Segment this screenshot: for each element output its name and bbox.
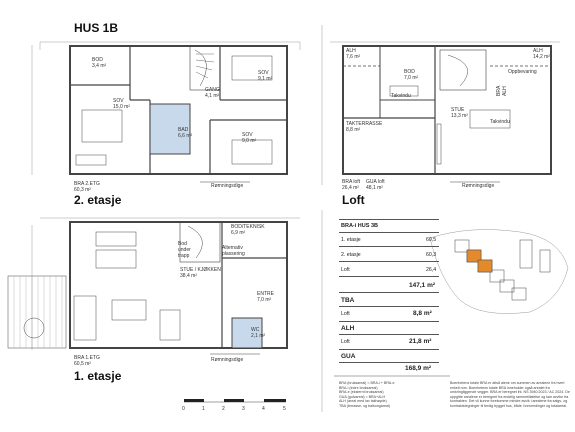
- highlighted-unit-b: [478, 260, 492, 272]
- room-area: 9,0 m²: [242, 138, 257, 144]
- room-label: BAD: [178, 127, 189, 133]
- bod-under-trapp-label: Bod: [178, 241, 187, 247]
- gua-loft-label: GUA loft: [366, 179, 385, 185]
- room-area: 15,0 m²: [113, 104, 130, 110]
- room-area: 7,0 m²: [404, 75, 419, 81]
- loft-plan: [322, 25, 560, 185]
- definitions-footnote: [339, 381, 447, 409]
- room-area: 13,3 m²: [451, 113, 468, 119]
- room-area: 7,0 m²: [257, 297, 272, 303]
- plan-title: 2. etasje: [74, 193, 122, 207]
- alh-value: 21,8 m²: [409, 338, 432, 345]
- room-area: 7,6 m²: [346, 54, 361, 60]
- area-value: 60,5 m²: [74, 361, 91, 367]
- area-value: 60,3 m²: [74, 187, 91, 193]
- table-row-value: 60,5: [426, 237, 437, 243]
- room-label: BOD/TEKNISK: [231, 224, 265, 230]
- room-label: STUE: [451, 107, 465, 113]
- room-area: 14,2 m²: [533, 54, 550, 60]
- room-area: 2,1 m²: [251, 333, 266, 339]
- room-label: ENTRE: [257, 291, 274, 297]
- scale-tick: 0: [182, 406, 185, 412]
- footnote-line: TBA (terrasse- og balkongareal): [339, 403, 390, 408]
- room-area: 6,6 m²: [178, 133, 193, 139]
- plan-title: 1. etasje: [74, 369, 122, 383]
- area-label: BRA 2.ETG: [74, 181, 100, 187]
- escape-label: Rømningsdige: [211, 357, 244, 363]
- table-row-value: 26,4: [426, 267, 437, 273]
- room-label: SOV: [242, 132, 253, 138]
- footnote-line: ALH (areal med lav takhøyde): [339, 399, 387, 404]
- footnote-line: BRA-i (indre bruksareal): [339, 385, 378, 390]
- scale-tick: 5: [283, 406, 286, 412]
- room-label: BOD: [92, 57, 103, 63]
- table-row-value: 60,3: [426, 252, 437, 258]
- area-disclaimer: Boenhetens totale BRA er altså alene om summen av arealene fra hvert enkelt rom. Boenhetens totale BRA inneholder også arealet fra omkringliggende vegger. BRA er beregnet iht. NS 3940:2023 / AC 2024. De oppgitte arealene er beregnet fra endelig rammetillatelse og kan avvike fra kontrakten. Det vil kunne forekomme mindre avvik i arealene fra salgs- og kontraktstegninger til ferdig bygget hus, både i innvendinger og totalareal.: [450, 381, 570, 408]
- room-label: STUE / KJØKKEN: [180, 267, 221, 273]
- room-area: 8,8 m²: [346, 127, 361, 133]
- footnote-line: GUA (gulvareal) = BRA+ALH: [339, 394, 386, 399]
- escape-label: Rømningsdige: [462, 183, 495, 189]
- room-area: 9,1 m²: [258, 76, 273, 82]
- table-row-label: 1. etasje: [341, 237, 361, 243]
- storage-label: Oppbevaring: [508, 69, 537, 75]
- alternative-placement-label: Alternativ: [222, 245, 243, 251]
- scale-tick: 4: [262, 406, 265, 412]
- room-area: 38,4 m²: [180, 273, 197, 279]
- room-label: BOD: [404, 69, 415, 75]
- scale-tick: 1: [202, 406, 205, 412]
- takvindu-label: Takvindu: [490, 119, 510, 125]
- room-area: 3,4 m²: [92, 63, 107, 69]
- bod-under-trapp-label: under: [178, 247, 191, 253]
- area-label: BRA 1.ETG: [74, 355, 100, 361]
- footnote-line: BRA (bruksareal) = BRA-i + BRA-e: [339, 381, 395, 385]
- table-header: BRA-i HUS 3B: [341, 223, 378, 229]
- site-map: [430, 230, 568, 314]
- escape-label: Rømningsdige: [211, 183, 244, 189]
- gua-value: 168,9 m²: [405, 365, 432, 372]
- alh-header: ALH: [341, 325, 355, 332]
- room-label: GANG: [205, 87, 220, 93]
- bra-alh-label: ALH: [502, 86, 508, 96]
- house-title: HUS 1B: [74, 21, 119, 35]
- table-total: 147,1 m²: [409, 282, 436, 289]
- table-row-label: Loft: [341, 267, 350, 273]
- tba-header: TBA: [341, 297, 355, 304]
- bra-loft-value: 26,4 m²: [342, 185, 359, 191]
- takvindu-label: Takvindu: [391, 93, 411, 99]
- bod-under-trapp-label: trapp: [178, 253, 190, 259]
- room-area: 6,9 m²: [231, 230, 246, 236]
- plan-title: Loft: [342, 193, 365, 207]
- alh-label: Loft: [341, 339, 350, 345]
- room-label: ALH: [533, 48, 543, 54]
- room-label: SOV: [113, 98, 124, 104]
- room-label: SOV: [258, 70, 269, 76]
- room-area: 4,1 m²: [205, 93, 220, 99]
- room-label: ALH: [346, 48, 356, 54]
- alternative-placement-label: plassering: [222, 251, 245, 257]
- scale-tick: 2: [222, 406, 225, 412]
- scale-tick: 3: [242, 406, 245, 412]
- footnote-line: BRA-e (eksternt bruksareal): [339, 390, 384, 395]
- scale-bar: [184, 399, 286, 402]
- bra-loft-label: BRA loft: [342, 179, 361, 185]
- tba-value: 8,8 m²: [413, 310, 432, 317]
- tba-label: Loft: [341, 311, 350, 317]
- bra-alh-label: BRA: [496, 85, 502, 96]
- room-label: WC: [251, 327, 260, 333]
- gua-loft-value: 48,1 m²: [366, 185, 383, 191]
- table-row-label: 2. etasje: [341, 252, 361, 258]
- gua-header: GUA: [341, 353, 356, 360]
- room-label: TAKTERRASSE: [346, 121, 383, 127]
